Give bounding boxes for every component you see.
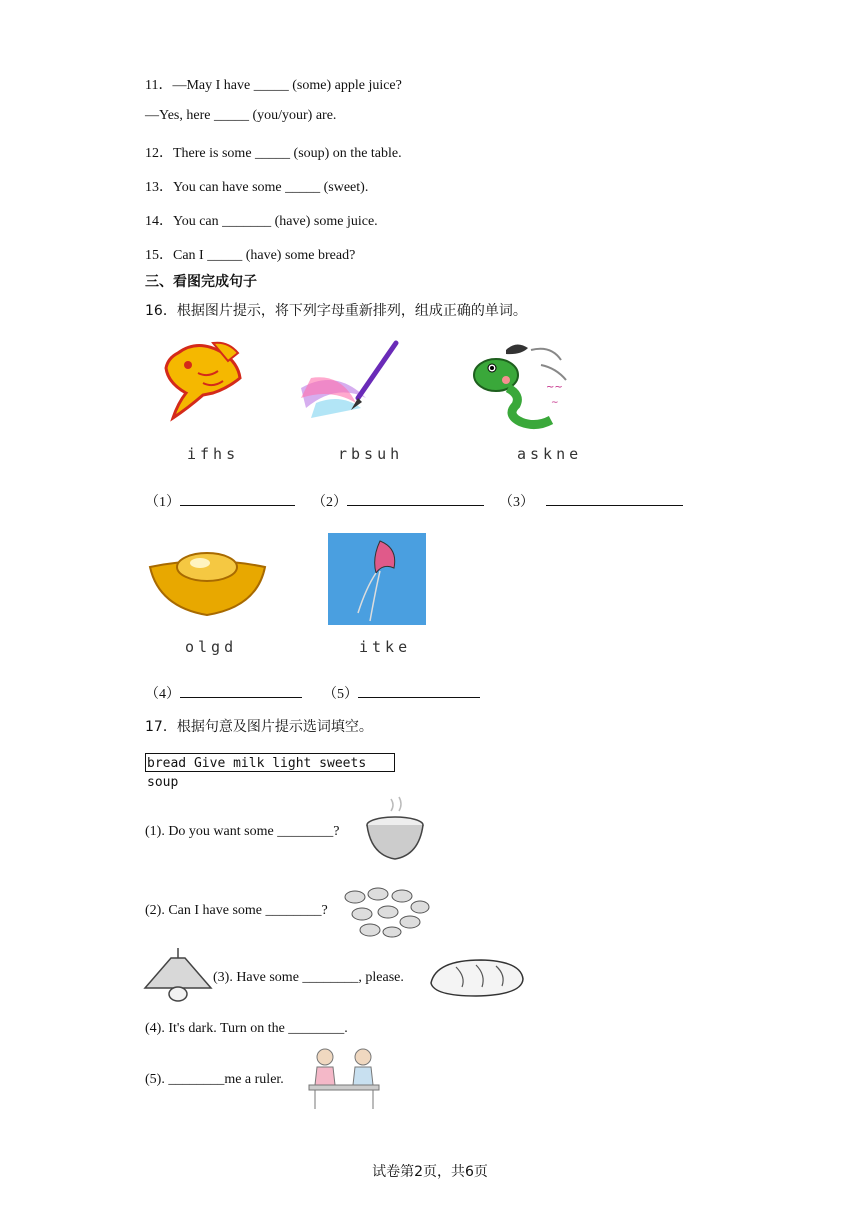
answer-blank[interactable]: _______ [222, 214, 272, 229]
question-number: 13． [145, 180, 173, 195]
answer-line[interactable] [180, 491, 295, 506]
answer-row-2: （4） （5） [145, 683, 480, 703]
sentence-5: (5). ________me a ruler. [145, 1072, 284, 1087]
gold-ingot-icon [145, 545, 270, 625]
question-number: 12． [145, 146, 173, 161]
question-14: 14．You can _______ (have) some juice. [145, 214, 378, 229]
sentence-3: (3). Have some ________, please. [213, 970, 404, 985]
answer-line[interactable] [546, 491, 683, 506]
sentence-1: (1). Do you want some ________? [145, 824, 340, 839]
lamp-icon [143, 946, 213, 1004]
sweets-icon [340, 882, 432, 940]
letters-3: askne [517, 445, 583, 463]
answer-blank[interactable]: _____ [285, 180, 321, 195]
svg-text:~~: ~~ [546, 382, 563, 393]
brush-icon [296, 338, 401, 428]
word-bank: bread Give milk light sweets soup [145, 753, 395, 772]
question-11-reply: —Yes, here _____ (you/your) are. [145, 108, 337, 123]
letters-2: rbsuh [338, 445, 404, 463]
sentence-4: (4). It's dark. Turn on the ________. [145, 1021, 348, 1036]
kids-desk-icon [305, 1045, 383, 1111]
question-number: 15． [145, 248, 173, 263]
section-title: 三、看图完成句子 [145, 274, 257, 290]
letters-4: olgd [185, 638, 238, 656]
answer-blank[interactable]: _____ [207, 248, 243, 263]
letters-1: ifhs [187, 445, 240, 463]
question-17-prompt: 17．根据句意及图片提示选词填空。 [145, 719, 373, 735]
svg-text:~: ~ [551, 398, 559, 408]
soup-bowl-icon [363, 795, 427, 865]
answer-line[interactable] [180, 683, 302, 698]
question-13: 13．You can have some _____ (sweet). [145, 180, 369, 195]
question-16-prompt: 16．根据图片提示，将下列字母重新排列，组成正确的单词。 [145, 303, 527, 319]
answer-line[interactable] [347, 491, 484, 506]
question-number: 14． [145, 214, 173, 229]
question-number: 11． [145, 78, 173, 93]
sentence-2: (2). Can I have some ________? [145, 903, 328, 918]
answer-blank[interactable]: _____ [213, 108, 249, 123]
answer-blank[interactable]: _____ [255, 146, 291, 161]
kite-icon [328, 533, 426, 625]
answer-row-1: （1） （2） （3） [145, 491, 683, 511]
question-11: 11．—May I have _____ (some) apple juice? [145, 78, 402, 93]
question-15: 15．Can I _____ (have) some bread? [145, 248, 356, 263]
snake-icon [466, 340, 586, 435]
bread-icon [426, 955, 526, 1000]
fish-icon [158, 333, 248, 423]
answer-line[interactable] [358, 683, 480, 698]
page-footer: 试卷第2页，共6页 [372, 1164, 488, 1180]
letters-5: itke [359, 638, 412, 656]
answer-blank[interactable]: _____ [253, 78, 289, 93]
question-12: 12．There is some _____ (soup) on the table. [145, 146, 402, 161]
